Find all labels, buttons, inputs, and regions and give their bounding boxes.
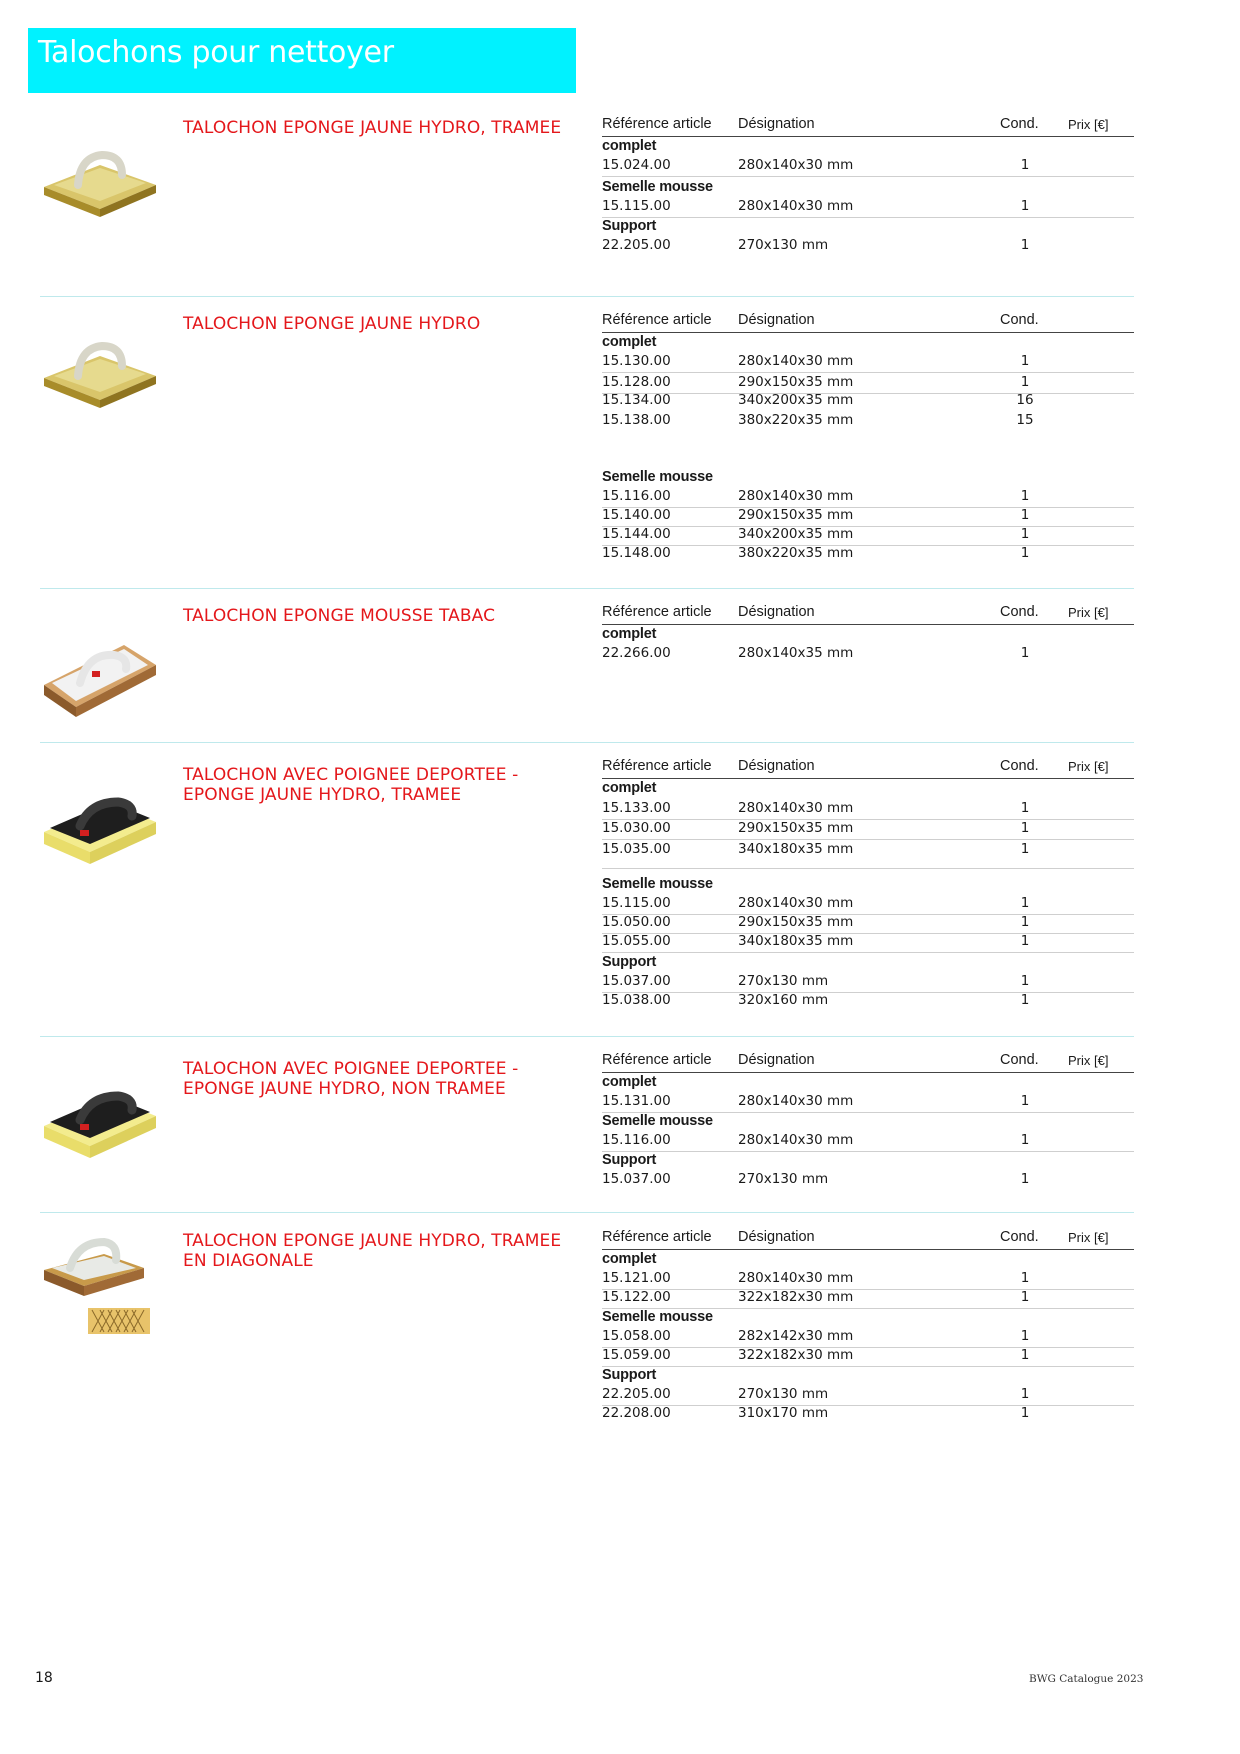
- cell-cond: 1: [1020, 374, 1030, 390]
- page-title: Talochons pour nettoyer: [38, 35, 394, 70]
- cell-cond: 1: [1020, 1289, 1030, 1305]
- cell-des: 280x140x30 mm: [738, 198, 854, 214]
- table-row: [602, 841, 1134, 860]
- cell-des: 270x130 mm: [738, 1171, 829, 1187]
- cell-cond: 1: [1020, 895, 1030, 911]
- table-header: [602, 604, 1134, 625]
- cell-ref: 15.115.00: [602, 895, 671, 911]
- col-header-des: Désignation: [738, 1052, 815, 1068]
- cell-ref: 15.058.00: [602, 1328, 671, 1344]
- group-label: Semelle mousse: [602, 1113, 713, 1129]
- table-row: [602, 645, 1134, 664]
- table-row: [602, 198, 1134, 218]
- col-header-des: Désignation: [738, 312, 815, 328]
- cell-cond: 1: [1020, 526, 1030, 542]
- cell-des: 270x130 mm: [738, 973, 829, 989]
- float-sponge-image: [40, 782, 160, 872]
- group-label: complet: [602, 780, 657, 796]
- col-header-ref: Référence article: [602, 1229, 712, 1245]
- cell-des: 280x140x30 mm: [738, 1093, 854, 1109]
- page-number: 18: [35, 1670, 53, 1686]
- group-label: Support: [602, 1152, 657, 1168]
- group-label: Support: [602, 218, 657, 234]
- cell-cond: 1: [1020, 1386, 1030, 1402]
- group-label: complet: [602, 626, 657, 642]
- cell-ref: 15.140.00: [602, 507, 671, 523]
- table-row: [602, 1328, 1134, 1348]
- col-header-prix: Prix [€]: [1068, 605, 1109, 620]
- group-label: Semelle mousse: [602, 1309, 713, 1325]
- cell-ref: 15.122.00: [602, 1289, 671, 1305]
- cell-des: 280x140x30 mm: [738, 800, 854, 816]
- cell-cond: 1: [1020, 973, 1030, 989]
- cell-ref: 15.059.00: [602, 1347, 671, 1363]
- cell-des: 280x140x30 mm: [738, 1132, 854, 1148]
- cell-ref: 22.205.00: [602, 1386, 671, 1402]
- section-divider: [40, 588, 1134, 589]
- cell-ref: 15.133.00: [602, 800, 671, 816]
- col-header-cond: Cond.: [1000, 1229, 1039, 1245]
- cell-cond: 1: [1020, 507, 1030, 523]
- cell-cond: 1: [1020, 1093, 1030, 1109]
- col-header-ref: Référence article: [602, 1052, 712, 1068]
- group-label: Semelle mousse: [602, 179, 713, 195]
- cell-ref: 22.266.00: [602, 645, 671, 661]
- table-header: [602, 1229, 1134, 1250]
- cell-ref: 15.037.00: [602, 973, 671, 989]
- table-row: [602, 933, 1134, 953]
- cell-cond: 1: [1020, 1328, 1030, 1344]
- table-row: [602, 353, 1134, 373]
- col-header-ref: Référence article: [602, 604, 712, 620]
- cell-cond: 1: [1020, 914, 1030, 930]
- group-label: Semelle mousse: [602, 876, 713, 892]
- table-header: [602, 1052, 1134, 1073]
- cell-cond: 1: [1020, 198, 1030, 214]
- float-sponge-image: [40, 623, 160, 723]
- cell-cond: 1: [1020, 488, 1030, 504]
- cell-ref: 15.128.00: [602, 374, 671, 390]
- col-header-cond: Cond.: [1000, 758, 1039, 774]
- table-row: [602, 545, 1134, 564]
- table-row: [602, 914, 1134, 934]
- col-header-des: Désignation: [738, 604, 815, 620]
- cell-cond: 1: [1020, 800, 1030, 816]
- cell-des: 380x220x35 mm: [738, 545, 854, 561]
- cell-cond: 1: [1020, 820, 1030, 836]
- cell-cond: 1: [1020, 645, 1030, 661]
- float-sponge-image: [40, 1230, 160, 1336]
- catalogue-label: BWG Catalogue 2023: [1029, 1673, 1144, 1685]
- cell-des: 340x180x35 mm: [738, 841, 854, 857]
- section-divider: [40, 296, 1134, 297]
- table-row: [602, 1405, 1134, 1424]
- cell-des: 280x140x30 mm: [738, 895, 854, 911]
- col-header-des: Désignation: [738, 758, 815, 774]
- cell-ref: 15.130.00: [602, 353, 671, 369]
- table-row: [602, 237, 1134, 256]
- col-header-des: Désignation: [738, 1229, 815, 1245]
- cell-des: 282x142x30 mm: [738, 1328, 854, 1344]
- cell-des: 280x140x35 mm: [738, 645, 854, 661]
- group-label: Support: [602, 1367, 657, 1383]
- col-header-ref: Référence article: [602, 116, 712, 132]
- product-title: TALOCHON EPONGE JAUNE HYDRO, TRAMEE: [183, 118, 562, 138]
- cell-cond: 15: [1016, 412, 1034, 428]
- section-divider: [40, 1036, 1134, 1037]
- section-divider: [40, 1212, 1134, 1213]
- table-row: [602, 1270, 1134, 1290]
- cell-cond: 1: [1020, 933, 1030, 949]
- cell-des: 320x160 mm: [738, 992, 829, 1008]
- cell-cond: 16: [1016, 392, 1034, 408]
- cell-des: 322x182x30 mm: [738, 1289, 854, 1305]
- cell-des: 280x140x30 mm: [738, 488, 854, 504]
- cell-ref: 15.037.00: [602, 1171, 671, 1187]
- cell-des: 270x130 mm: [738, 237, 829, 253]
- cell-ref: 15.116.00: [602, 1132, 671, 1148]
- section-divider: [40, 742, 1134, 743]
- cell-ref: 15.148.00: [602, 545, 671, 561]
- cell-cond: 1: [1020, 1171, 1030, 1187]
- cell-ref: 15.138.00: [602, 412, 671, 428]
- product-title: TALOCHON EPONGE JAUNE HYDRO, TRAMEE EN DIAGONALE: [183, 1231, 562, 1271]
- float-sponge-image: [40, 135, 160, 225]
- table-row: [602, 1386, 1134, 1406]
- col-header-prix: Prix [€]: [1068, 1230, 1109, 1245]
- product-title: TALOCHON AVEC POIGNEE DEPORTEE - EPONGE JAUNE HYDRO, TRAMEE: [183, 765, 519, 805]
- table-row: [602, 895, 1134, 915]
- table-row: [602, 992, 1134, 1011]
- group-label: complet: [602, 138, 657, 154]
- cell-des: 280x140x30 mm: [738, 1270, 854, 1286]
- cell-ref: 15.024.00: [602, 157, 671, 173]
- table-row: [602, 1132, 1134, 1152]
- col-header-cond: Cond.: [1000, 604, 1039, 620]
- cell-des: 340x180x35 mm: [738, 933, 854, 949]
- cell-des: 322x182x30 mm: [738, 1347, 854, 1363]
- group-label: complet: [602, 1251, 657, 1267]
- cell-cond: 1: [1020, 353, 1030, 369]
- cell-des: 380x220x35 mm: [738, 412, 854, 428]
- table-row: [602, 526, 1134, 546]
- cell-des: 290x150x35 mm: [738, 374, 854, 390]
- cell-ref: 15.144.00: [602, 526, 671, 542]
- cell-cond: 1: [1020, 841, 1030, 857]
- group-divider: [602, 868, 1134, 869]
- col-header-ref: Référence article: [602, 758, 712, 774]
- group-label: complet: [602, 1074, 657, 1090]
- col-header-prix: Prix [€]: [1068, 1053, 1109, 1068]
- table-row: [602, 1347, 1134, 1367]
- table-row: [602, 412, 1134, 431]
- table-row: [602, 507, 1134, 527]
- cell-ref: 22.208.00: [602, 1405, 671, 1421]
- col-header-prix: Prix [€]: [1068, 759, 1109, 774]
- float-sponge-image: [40, 1076, 160, 1166]
- col-header-cond: Cond.: [1000, 1052, 1039, 1068]
- table-row: [602, 157, 1134, 177]
- cell-cond: 1: [1020, 545, 1030, 561]
- group-label: Semelle mousse: [602, 469, 713, 485]
- cell-des: 310x170 mm: [738, 1405, 829, 1421]
- table-row: [602, 1289, 1134, 1309]
- table-row: [602, 488, 1134, 508]
- col-header-ref: Référence article: [602, 312, 712, 328]
- group-label: complet: [602, 334, 657, 350]
- cell-des: 270x130 mm: [738, 1386, 829, 1402]
- cell-ref: 15.055.00: [602, 933, 671, 949]
- cell-cond: 1: [1020, 1347, 1030, 1363]
- col-header-cond: Cond.: [1000, 312, 1039, 328]
- table-row: [602, 973, 1134, 993]
- cell-des: 280x140x30 mm: [738, 353, 854, 369]
- cell-des: 340x200x35 mm: [738, 392, 854, 408]
- table-header: [602, 312, 1134, 333]
- cell-ref: 15.134.00: [602, 392, 671, 408]
- cell-cond: 1: [1020, 157, 1030, 173]
- group-label: Support: [602, 954, 657, 970]
- table-header: [602, 758, 1134, 779]
- cell-des: 290x150x35 mm: [738, 507, 854, 523]
- product-title: TALOCHON AVEC POIGNEE DEPORTEE - EPONGE JAUNE HYDRO, NON TRAMEE: [183, 1059, 519, 1099]
- table-row: [602, 1093, 1134, 1113]
- cell-ref: 15.131.00: [602, 1093, 671, 1109]
- cell-cond: 1: [1020, 237, 1030, 253]
- product-title: TALOCHON EPONGE MOUSSE TABAC: [183, 606, 496, 626]
- cell-ref: 15.038.00: [602, 992, 671, 1008]
- cell-ref: 22.205.00: [602, 237, 671, 253]
- cell-ref: 15.035.00: [602, 841, 671, 857]
- cell-cond: 1: [1020, 992, 1030, 1008]
- cell-des: 340x200x35 mm: [738, 526, 854, 542]
- table-header: [602, 116, 1134, 137]
- cell-ref: 15.115.00: [602, 198, 671, 214]
- cell-ref: 15.030.00: [602, 820, 671, 836]
- table-row: [602, 800, 1134, 820]
- cell-cond: 1: [1020, 1132, 1030, 1148]
- float-sponge-image: [40, 326, 160, 416]
- cell-des: 290x150x35 mm: [738, 914, 854, 930]
- col-header-prix: Prix [€]: [1068, 117, 1109, 132]
- cell-cond: 1: [1020, 1405, 1030, 1421]
- table-row: [602, 374, 1134, 394]
- cell-des: 290x150x35 mm: [738, 820, 854, 836]
- cell-ref: 15.121.00: [602, 1270, 671, 1286]
- product-title: TALOCHON EPONGE JAUNE HYDRO: [183, 314, 481, 334]
- cell-ref: 15.050.00: [602, 914, 671, 930]
- col-header-des: Désignation: [738, 116, 815, 132]
- table-row: [602, 820, 1134, 840]
- cell-cond: 1: [1020, 1270, 1030, 1286]
- col-header-cond: Cond.: [1000, 116, 1039, 132]
- table-row: [602, 392, 1134, 411]
- cell-des: 280x140x30 mm: [738, 157, 854, 173]
- cell-ref: 15.116.00: [602, 488, 671, 504]
- page-header-bar: [28, 28, 576, 93]
- table-row: [602, 1171, 1134, 1190]
